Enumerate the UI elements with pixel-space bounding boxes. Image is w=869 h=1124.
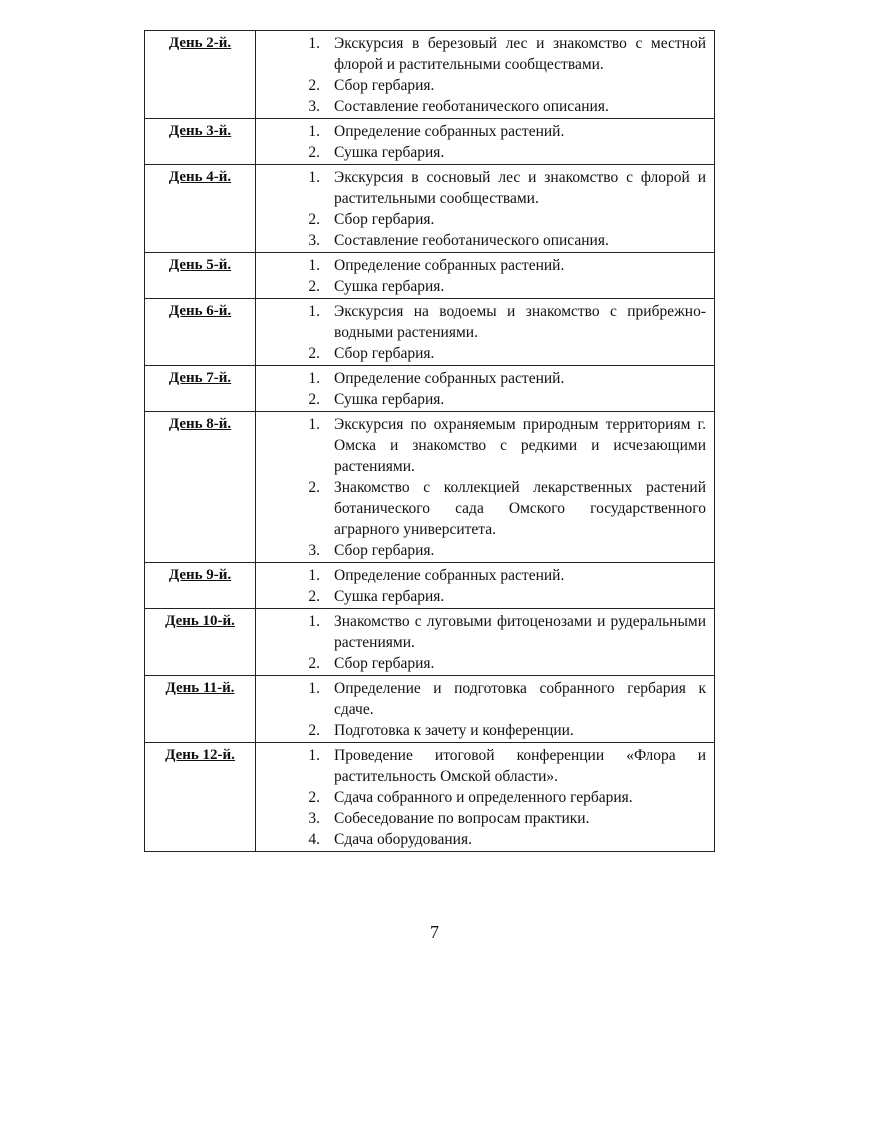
task-text: Знакомство с луговыми фитоценозами и рудеральными растениями.	[334, 613, 706, 651]
task-number: 1.	[308, 169, 320, 186]
practice-schedule-table	[144, 30, 715, 852]
task-number: 3.	[308, 232, 320, 249]
schedule-row	[145, 119, 715, 165]
day-tasks	[256, 31, 715, 119]
task-item	[256, 477, 706, 540]
task-number: 2.	[308, 144, 320, 161]
task-text: Сбор гербария.	[334, 345, 435, 362]
task-item	[256, 230, 706, 251]
task-item	[256, 301, 706, 343]
day-label: День 11-й.	[145, 676, 256, 743]
task-text: Составление геоботанического описания.	[334, 232, 609, 249]
task-item	[256, 343, 706, 364]
task-item	[256, 276, 706, 297]
task-text: Знакомство с коллекцией лекарственных растений ботанического сада Омского государственного аграрного университета.	[334, 479, 706, 538]
task-text: Определение собранных растений.	[334, 567, 565, 584]
task-number: 2.	[308, 391, 320, 408]
task-number: 3.	[308, 98, 320, 115]
task-number: 4.	[308, 831, 320, 848]
schedule-row	[145, 253, 715, 299]
task-item	[256, 167, 706, 209]
schedule-row	[145, 299, 715, 366]
day-label: День 2-й.	[145, 31, 256, 119]
task-item	[256, 389, 706, 410]
task-number: 3.	[308, 542, 320, 559]
day-tasks	[256, 299, 715, 366]
task-number: 1.	[308, 123, 320, 140]
task-item	[256, 720, 706, 741]
schedule-row	[145, 563, 715, 609]
task-text: Сдача собранного и определенного гербария.	[334, 789, 633, 806]
task-text: Сбор гербария.	[334, 211, 435, 228]
page-number: 7	[430, 922, 439, 942]
task-text: Сушка гербария.	[334, 391, 445, 408]
task-item	[256, 829, 706, 850]
schedule-row	[145, 366, 715, 412]
task-number: 1.	[308, 35, 320, 52]
task-text: Экскурсия по охраняемым природным территориям г. Омска и знакомство с редкими и исчезающими растениями.	[334, 416, 706, 475]
day-tasks	[256, 563, 715, 609]
task-text: Проведение итоговой конференции «Флора и растительность Омской области».	[334, 747, 706, 785]
schedule-row	[145, 31, 715, 119]
task-text: Определение собранных растений.	[334, 123, 565, 140]
day-label: День 12-й.	[145, 743, 256, 852]
task-text: Сушка гербария.	[334, 144, 445, 161]
task-item	[256, 368, 706, 389]
task-text: Сдача оборудования.	[334, 831, 472, 848]
task-item	[256, 808, 706, 829]
task-item	[256, 787, 706, 808]
task-item	[256, 586, 706, 607]
day-tasks	[256, 412, 715, 563]
task-text: Экскурсия в березовый лес и знакомство с местной флорой и растительными сообществами.	[334, 35, 706, 73]
task-number: 2.	[308, 77, 320, 94]
day-tasks	[256, 165, 715, 253]
schedule-row	[145, 412, 715, 563]
task-item	[256, 678, 706, 720]
task-number: 1.	[308, 416, 320, 433]
task-text: Составление геоботанического описания.	[334, 98, 609, 115]
task-number: 1.	[308, 567, 320, 584]
task-item	[256, 540, 706, 561]
day-label: День 10-й.	[145, 609, 256, 676]
task-number: 2.	[308, 789, 320, 806]
task-item	[256, 565, 706, 586]
day-label: День 9-й.	[145, 563, 256, 609]
task-item	[256, 255, 706, 276]
task-item	[256, 745, 706, 787]
day-label: День 8-й.	[145, 412, 256, 563]
task-number: 2.	[308, 722, 320, 739]
schedule-row	[145, 676, 715, 743]
schedule-row	[145, 165, 715, 253]
task-number: 1.	[308, 680, 320, 697]
task-text: Определение и подготовка собранного гербария к сдаче.	[334, 680, 706, 718]
day-label: День 7-й.	[145, 366, 256, 412]
task-text: Сбор гербария.	[334, 77, 435, 94]
task-text: Экскурсия в сосновый лес и знакомство с флорой и растительными сообществами.	[334, 169, 706, 207]
task-item	[256, 121, 706, 142]
task-number: 1.	[308, 303, 320, 320]
task-text: Определение собранных растений.	[334, 370, 565, 387]
task-text: Сбор гербария.	[334, 655, 435, 672]
day-label: День 3-й.	[145, 119, 256, 165]
task-item	[256, 653, 706, 674]
task-item	[256, 96, 706, 117]
day-label: День 4-й.	[145, 165, 256, 253]
task-number: 2.	[308, 345, 320, 362]
day-label: День 6-й.	[145, 299, 256, 366]
task-item	[256, 611, 706, 653]
task-item	[256, 414, 706, 477]
task-number: 2.	[308, 211, 320, 228]
task-number: 2.	[308, 278, 320, 295]
task-number: 1.	[308, 257, 320, 274]
task-text: Сбор гербария.	[334, 542, 435, 559]
task-number: 2.	[308, 588, 320, 605]
task-number: 2.	[308, 655, 320, 672]
task-text: Сушка гербария.	[334, 588, 445, 605]
task-number: 1.	[308, 747, 320, 764]
task-text: Экскурсия на водоемы и знакомство с прибрежно-водными растениями.	[334, 303, 706, 341]
day-tasks	[256, 366, 715, 412]
schedule-row	[145, 743, 715, 852]
day-tasks	[256, 609, 715, 676]
schedule-body	[145, 31, 715, 852]
day-tasks	[256, 676, 715, 743]
task-text: Собеседование по вопросам практики.	[334, 810, 590, 827]
task-item	[256, 209, 706, 230]
task-text: Подготовка к зачету и конференции.	[334, 722, 574, 739]
task-number: 1.	[308, 613, 320, 630]
task-text: Определение собранных растений.	[334, 257, 565, 274]
day-tasks	[256, 119, 715, 165]
task-item	[256, 33, 706, 75]
task-text: Сушка гербария.	[334, 278, 445, 295]
task-item	[256, 75, 706, 96]
task-item	[256, 142, 706, 163]
day-tasks	[256, 743, 715, 852]
task-number: 3.	[308, 810, 320, 827]
day-tasks	[256, 253, 715, 299]
task-number: 2.	[308, 479, 320, 496]
schedule-row	[145, 609, 715, 676]
day-label: День 5-й.	[145, 253, 256, 299]
task-number: 1.	[308, 370, 320, 387]
